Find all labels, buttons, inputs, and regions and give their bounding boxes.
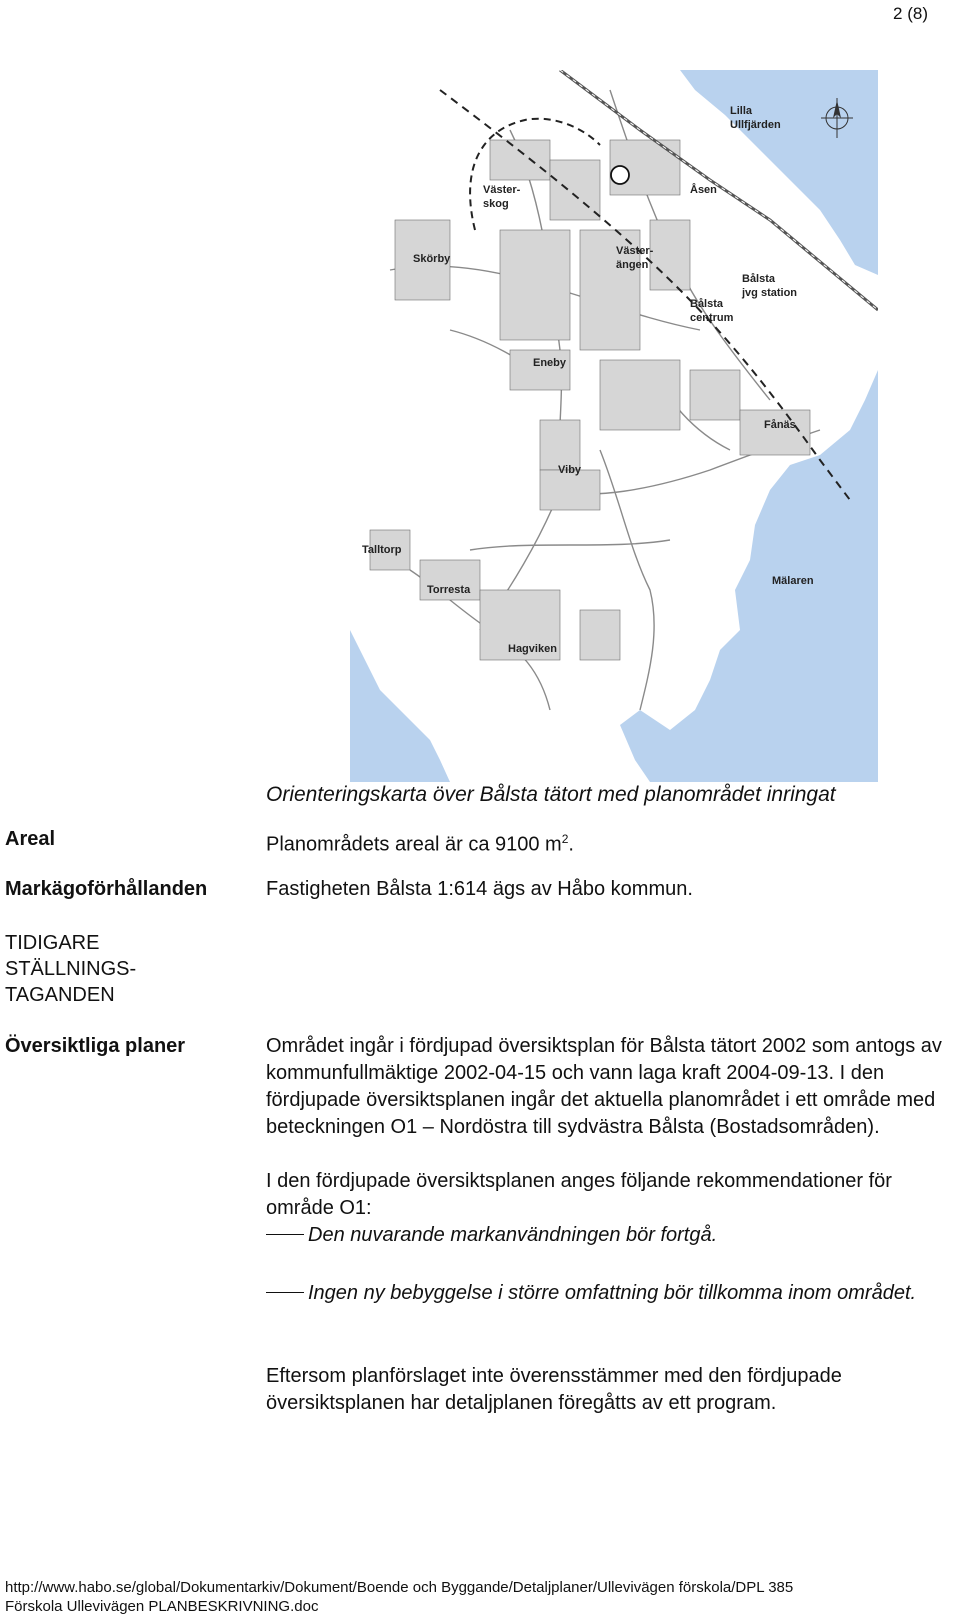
areal-value: Planområdets areal är ca 9100 m (266, 833, 562, 856)
markagoforhallanden-text: Fastigheten Bålsta 1:614 ägs av Håbo kommun. (266, 878, 693, 900)
footer-path-line-1: http://www.habo.se/global/Dokumentarkiv/Dokument/Boende och Byggande/Detaljplaner/Ullevivägen förskola/DPL 385 (5, 1579, 794, 1596)
recommendation-bullet-2 (266, 1280, 956, 1307)
tidigare-heading (5, 930, 136, 1008)
label-station-2: jvg station (742, 287, 798, 299)
label-eneby: Eneby (533, 357, 567, 369)
page-number: 2 (8) (893, 4, 928, 23)
recommendation-text-1: Den nuvarande markanvändningen bör fortgå. (308, 1224, 718, 1246)
label-torresta: Torresta (427, 584, 471, 596)
footer-path-line-2: Förskola Ullevivägen PLANBESKRIVNING.doc (5, 1598, 319, 1615)
tidigare-heading-line-2: STÄLLNINGS- (5, 958, 137, 980)
areal-suffix: . (568, 833, 574, 856)
label-lilla-ullfjarden-1: Lilla (730, 105, 753, 117)
tidigare-heading-line-3: TAGANDEN (5, 984, 115, 1006)
tidigare-heading-line-1: TIDIGARE (5, 932, 100, 954)
label-asen: Åsen (690, 184, 717, 196)
label-viby: Viby (558, 464, 582, 476)
label-station-1: Bålsta (742, 273, 776, 285)
recommendation-bullet-1 (266, 1222, 946, 1249)
map-caption: Orienteringskarta över Bålsta tätort med planområdet inringat (266, 783, 836, 806)
map-graphic (350, 70, 878, 782)
label-vasterangen-2: ängen (616, 259, 649, 271)
markagoforhallanden-heading: Markägoförhållanden (5, 878, 208, 900)
plan-area-circle-icon (611, 166, 629, 184)
label-lilla-ullfjarden-2: Ullfjärden (730, 119, 781, 131)
oversiktliga-paragraph-2: I den fördjupade översiktsplanen anges följande rekommendationer för område O1: (266, 1170, 892, 1219)
dash-bullet-icon (266, 1292, 304, 1293)
label-vasterskog-2: skog (483, 198, 509, 210)
label-vasterskog-1: Väster- (483, 184, 521, 196)
label-hagviken: Hagviken (508, 643, 557, 655)
orientation-map (350, 70, 878, 782)
label-skorby: Skörby (413, 253, 451, 265)
recommendation-text-2: Ingen ny bebyggelse i större omfattning bör tillkomma inom området. (308, 1282, 917, 1304)
label-fanas: Fånäs (764, 419, 796, 431)
label-talltorp: Talltorp (362, 544, 402, 556)
areal-unit-superscript: 2 (561, 832, 569, 846)
dash-bullet-icon (266, 1234, 304, 1235)
label-malaren: Mälaren (772, 575, 814, 587)
oversiktliga-paragraph-1: Området ingår i fördjupad översiktsplan för Bålsta tätort 2002 som antogs av kommunfullmäktige 2002-04-15 och vann laga kraft 2004-09-13. I den fördjupade översiktsplanen ingår det aktuella planområdet i ett område med beteckningen O1 – Nordöstra till sydvästra Bålsta (Bostadsområden). (266, 1035, 942, 1138)
areal-heading: Areal (5, 828, 56, 850)
oversiktliga-paragraph-3: Eftersom planförslaget inte överensstämmer med den fördjupade översiktsplanen har detaljplanen föregåtts av ett program. (266, 1365, 842, 1414)
label-centrum-1: Bålsta (690, 298, 724, 310)
oversiktliga-planer-heading: Översiktliga planer (5, 1035, 186, 1057)
label-vasterangen-1: Väster- (616, 245, 654, 257)
label-centrum-2: centrum (690, 312, 734, 324)
areal-text (266, 826, 574, 859)
